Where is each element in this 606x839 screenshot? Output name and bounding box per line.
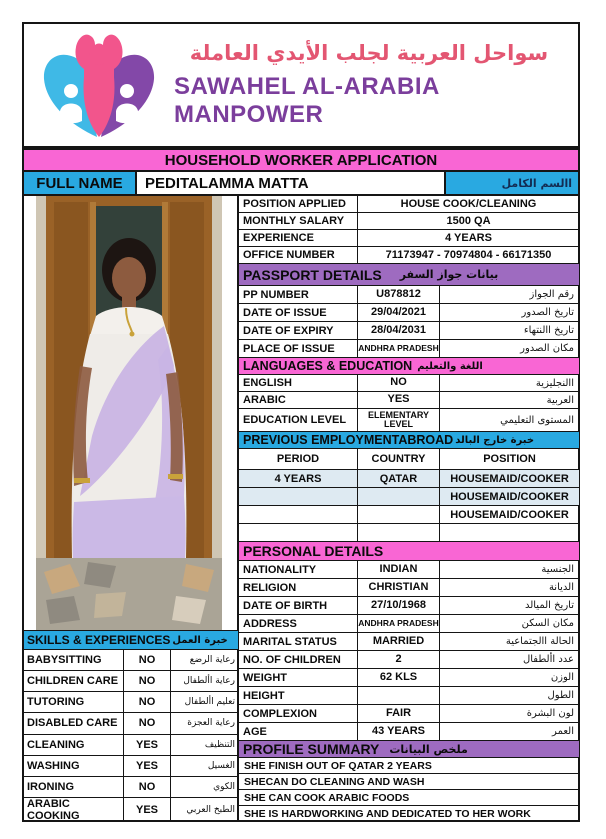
field-arabic: رودصلا ناكم	[520, 343, 574, 354]
skill-value: NO	[124, 777, 171, 797]
field-value: CHRISTIAN	[358, 579, 440, 596]
field-arabic: ةيبرعلا	[546, 394, 574, 406]
field-arabic: زاوجلا مقر	[529, 289, 574, 300]
skill-label: ARABIC COOKING	[24, 798, 124, 822]
section-title-arabic: تانايبلا صخلم	[389, 742, 468, 756]
info-value: HOUSE COOK/CLEANING	[400, 198, 537, 210]
passport-section-header	[239, 264, 579, 286]
skill-arabic: لافطلأا ميلعت	[184, 697, 235, 708]
skill-row	[24, 798, 238, 822]
field-arabic: نزولا	[550, 672, 574, 683]
section-title: PROFILE SUMMARY	[243, 741, 380, 757]
skill-value: YES	[124, 798, 171, 822]
field-arabic: دلايملا خيرات	[524, 600, 574, 611]
employment-row	[239, 488, 579, 506]
skill-label: CLEANING	[24, 735, 124, 755]
summary-section-header	[239, 741, 579, 758]
personal-section-header	[239, 542, 579, 561]
summary-line: SHE CAN COOK ARABIC FOODS	[239, 790, 579, 806]
full-name-row	[24, 172, 578, 196]
skill-arabic: لافطلأا ةياعر	[183, 676, 235, 687]
field-value: 62 KLS	[358, 669, 440, 686]
field-arabic: يميلعتلا ىوتسملا	[500, 414, 574, 426]
position-cell: HOUSEMAID/COOKER	[450, 472, 569, 485]
skill-label: TUTORING	[24, 692, 124, 712]
skill-value: NO	[124, 713, 171, 733]
period-cell: 4 YEARS	[239, 470, 358, 487]
skill-label: CHILDREN CARE	[24, 671, 124, 691]
skill-label: IRONING	[24, 777, 124, 797]
field-arabic: ةيزيلجنلاا	[535, 377, 574, 389]
skill-row	[24, 777, 238, 798]
info-row	[239, 230, 579, 247]
field-value: YES	[358, 392, 440, 408]
country-cell	[358, 506, 440, 523]
info-row	[239, 247, 579, 264]
field-arabic: ةيسنجلا	[541, 564, 574, 575]
position-cell	[440, 524, 579, 541]
info-value: 71173947 - 70974804 - 66171350	[385, 249, 552, 261]
section-title: PERSONAL DETAILS	[243, 543, 384, 559]
field-label: DATE OF BIRTH	[239, 597, 358, 614]
skill-row	[24, 735, 238, 756]
country-cell	[358, 488, 440, 505]
applicant-photo	[36, 196, 222, 630]
field-label: ENGLISH	[239, 375, 358, 391]
skill-value: NO	[124, 692, 171, 712]
section-title: LANGUAGES & EDUCATION	[243, 359, 413, 373]
position-cell: HOUSEMAID/COOKER	[450, 508, 569, 521]
field-label: COMPLEXION	[239, 705, 358, 722]
info-label: EXPERIENCE	[239, 230, 358, 246]
personal-row	[239, 561, 579, 579]
form-title: HOUSEHOLD WORKER APPLICATION	[24, 150, 578, 172]
column-header: COUNTRY	[358, 449, 440, 469]
field-label: NO. OF CHILDREN	[239, 651, 358, 668]
personal-row	[239, 705, 579, 723]
employment-row	[239, 524, 579, 542]
passport-row	[239, 340, 579, 358]
personal-row	[239, 669, 579, 687]
field-value	[358, 687, 440, 704]
full-name-label: FULL NAME	[24, 172, 137, 194]
skill-label: BABYSITTING	[24, 650, 124, 670]
passport-row	[239, 322, 579, 340]
info-label: MONTHLY SALARY	[239, 213, 358, 229]
field-value: 2	[358, 651, 440, 668]
skill-row	[24, 756, 238, 777]
field-arabic: ةنايدلا	[548, 582, 574, 593]
full-name-arabic: لماكلا مسلاا	[444, 172, 578, 194]
period-cell	[239, 488, 358, 505]
skill-row	[24, 692, 238, 713]
summary-line: SHECAN DO CLEANING AND WASH	[239, 774, 579, 790]
personal-row	[239, 651, 579, 669]
personal-row	[239, 633, 579, 651]
field-value: ELEMENTARY LEVEL	[358, 409, 440, 431]
company-name: SAWAHEL AL-ARABIA MANPOWER	[174, 73, 439, 128]
skills-table	[24, 630, 239, 822]
field-arabic: رمعلا	[552, 726, 574, 737]
personal-row	[239, 579, 579, 597]
field-value: 29/04/2021	[358, 304, 440, 321]
field-value: ANDHRA PRADESH	[358, 615, 440, 632]
field-value: MARRIED	[358, 633, 440, 650]
section-title: PREVIOUS EMPLOYMENTABROAD	[243, 433, 454, 447]
skill-value: NO	[124, 671, 171, 691]
field-value: U878812	[358, 286, 440, 303]
field-value: FAIR	[358, 705, 440, 722]
personal-row	[239, 723, 579, 741]
period-cell	[239, 524, 358, 541]
section-title-arabic: لمعلا ةربخ	[172, 634, 228, 646]
country-cell	[358, 524, 440, 541]
info-label: OFFICE NUMBER	[239, 247, 358, 263]
company-arabic-title: سواحل العربية لجلب الأيدي العاملة	[189, 41, 549, 65]
field-label: ARABIC	[239, 392, 358, 408]
section-title-arabic: رفسلا زاوج تانايب	[399, 268, 499, 281]
employment-section-header	[239, 432, 579, 449]
skill-arabic: ةزجعلا ةياعر	[187, 718, 235, 729]
position-cell: HOUSEMAID/COOKER	[450, 490, 569, 503]
field-value: 43 YEARS	[358, 723, 440, 740]
passport-row	[239, 304, 579, 322]
field-label: NATIONALITY	[239, 561, 358, 578]
field-value: 27/10/1968	[358, 597, 440, 614]
skill-label: DISABLED CARE	[24, 713, 124, 733]
skill-arabic: فيظنتلا	[204, 739, 235, 750]
skills-section-header	[24, 630, 238, 650]
field-value: 28/04/2031	[358, 322, 440, 339]
info-row	[239, 196, 579, 213]
field-label: ADDRESS	[239, 615, 358, 632]
field-label: RELIGION	[239, 579, 358, 596]
column-header: POSITION	[483, 453, 536, 465]
field-arabic: نكسلا ناكم	[521, 618, 574, 629]
field-label: PLACE OF ISSUE	[239, 340, 358, 357]
employment-row	[239, 470, 579, 488]
summary-line: SHE IS HARDWORKING AND DEDICATED TO HER WORK	[244, 808, 531, 820]
field-arabic: رودصلا خيرات	[521, 307, 574, 318]
language-row	[239, 375, 579, 392]
field-arabic: لوطلا	[547, 690, 574, 701]
employment-header-row	[239, 449, 579, 470]
logo-right-person	[120, 84, 134, 98]
personal-row	[239, 597, 579, 615]
details-column	[237, 196, 579, 822]
skill-arabic: ليسغلا	[207, 760, 235, 771]
info-row	[239, 213, 579, 230]
column-header: PERIOD	[239, 449, 358, 469]
skill-value: YES	[124, 735, 171, 755]
passport-row	[239, 286, 579, 304]
field-arabic: ةرشبلا نول	[526, 708, 574, 719]
info-value: 1500 QA	[446, 215, 491, 227]
logo-center-head	[89, 45, 109, 65]
field-value: INDIAN	[358, 561, 440, 578]
skill-row	[24, 650, 238, 671]
form-body	[22, 148, 580, 822]
country-cell: QATAR	[358, 470, 440, 487]
field-arabic: ةيعامتجلاا ةلاحلا	[505, 636, 574, 647]
field-arabic: ءاهتنلاا خيرات	[523, 325, 574, 336]
field-arabic: لافطلأا ددع	[522, 654, 574, 665]
field-label: WEIGHT	[239, 669, 358, 686]
field-label: PP NUMBER	[239, 286, 358, 303]
skill-value: NO	[124, 650, 171, 670]
section-title-arabic: ميلعتلاو ةغللا	[417, 360, 483, 372]
section-title: PASSPORT DETAILS	[243, 266, 382, 283]
skill-row	[24, 671, 238, 692]
skill-row	[24, 713, 238, 734]
field-label: HEIGHT	[239, 687, 358, 704]
personal-row	[239, 615, 579, 633]
language-row	[239, 392, 579, 409]
employment-row	[239, 506, 579, 524]
letterhead-text	[174, 24, 578, 146]
language-row	[239, 409, 579, 432]
field-label: EDUCATION LEVEL	[239, 409, 358, 431]
skill-arabic: عضرلا ةياعر	[189, 655, 235, 666]
period-cell	[239, 506, 358, 523]
section-title: SKILLS & EXPERIENCES	[27, 633, 171, 647]
skill-arabic: يوكلا	[213, 781, 235, 792]
field-label: AGE	[239, 723, 358, 740]
info-label: POSITION APPLIED	[239, 196, 358, 212]
personal-row	[239, 687, 579, 705]
logo-left-person	[64, 84, 78, 98]
field-label: DATE OF ISSUE	[239, 304, 358, 321]
skill-value: YES	[124, 756, 171, 776]
summary-line: SHE FINISH OUT OF QATAR 2 YEARS	[239, 758, 579, 774]
info-value: 4 YEARS	[445, 232, 492, 244]
skill-arabic: يبرعلا خبطلا	[186, 804, 235, 815]
field-value: ANDHRA PRADESH	[358, 340, 440, 357]
skill-label: WASHING	[24, 756, 124, 776]
letterhead	[22, 22, 580, 148]
section-title-arabic: دلابلا جراخ ةربخ	[455, 434, 535, 446]
full-name-value: PEDITALAMMA MATTA	[145, 174, 309, 192]
field-label: DATE OF EXPIRY	[239, 322, 358, 339]
field-label: MARITAL STATUS	[239, 633, 358, 650]
languages-section-header	[239, 358, 579, 375]
field-value: NO	[358, 375, 440, 391]
company-logo-icon	[24, 24, 174, 146]
